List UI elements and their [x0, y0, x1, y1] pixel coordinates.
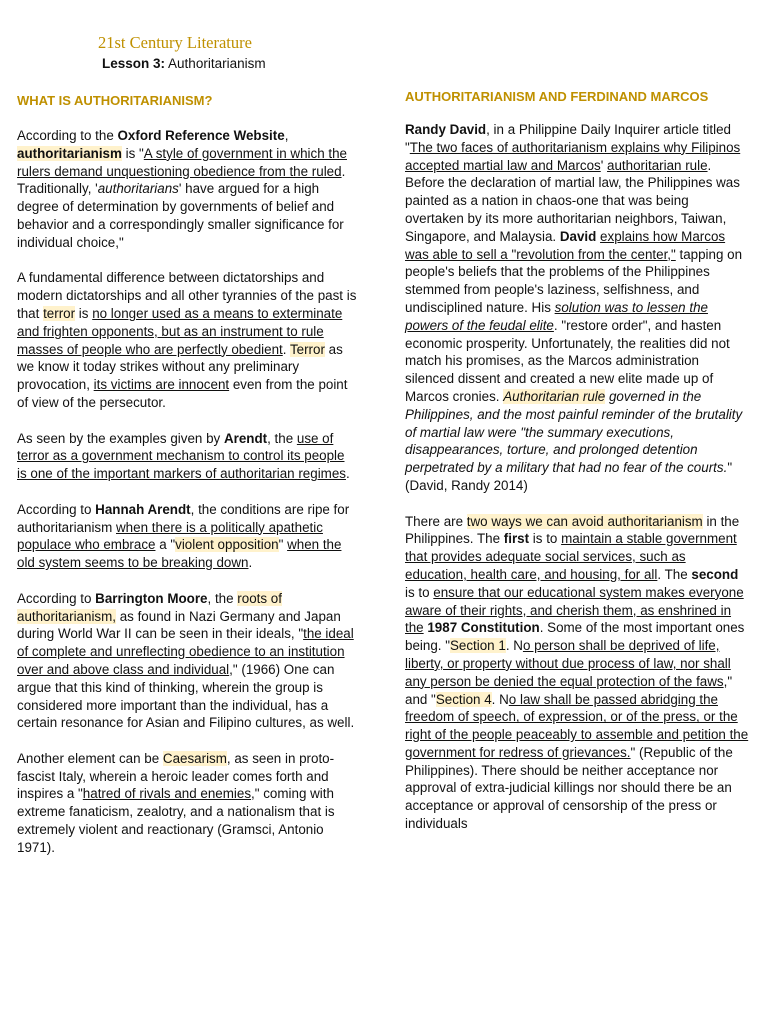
text: ," (1966) One can argue that this kind of thinking, wherein the group is considered more important than the individual, has a certain resonance for Asian and Filipino cultures, as well.: [17, 661, 355, 731]
bold-name: David: [559, 228, 597, 244]
highlight-italic-term: Authoritarian rule: [503, 388, 606, 404]
bold-term: first: [503, 531, 530, 547]
underlined-text: The two faces of authoritarianism explains why Filipinos accepted martial law and Marcos: [405, 139, 741, 173]
text: a ": [155, 537, 176, 553]
section-heading-what-is: WHAT IS AUTHORITARIANISM?: [17, 93, 213, 108]
text: A fundamental difference between dictatorships and modern dictatorships and all other tyrannies of the past is that: [17, 270, 357, 321]
text: .: [345, 466, 350, 482]
paragraph-oxford-definition: [17, 127, 357, 252]
text: . Some of the most important ones being. ": [405, 620, 745, 654]
highlight-term: Section 1: [449, 638, 506, 654]
lesson-label: Lesson 3:: [102, 56, 166, 71]
bold-name: Randy David: [405, 122, 487, 137]
text: " (David, Randy 2014): [405, 460, 733, 493]
text: is to: [529, 531, 562, 547]
left-column: [17, 92, 357, 874]
highlight-term: Section 4: [435, 691, 492, 707]
text: , the conditions are ripe for authoritarianism: [17, 501, 350, 535]
bold-term: 1987 Constitution: [427, 620, 540, 636]
text: . The: [657, 566, 692, 582]
text: is to: [405, 584, 434, 600]
bold-name: Arendt: [223, 430, 268, 446]
text: Another element can be: [17, 750, 163, 766]
bold-term: second: [691, 566, 739, 582]
text: . Before the declaration of martial law, the Philippines was painted as a nation in chaos-one that was being overtaken by its more authoritarian neighbors, Taiwan, Singapore, and Malaysia.: [405, 157, 740, 244]
text: as found in Nazi Germany and Japan during World War II can be seen in their ideals, ": [17, 608, 341, 642]
text: ' have argued for a high degree of determination by governments of belief and behavior and a correspondingly smaller significance for individual choice,": [17, 181, 344, 250]
underlined-quote: A style of government in which the rulers demand unquestioning obedience from the ruled: [17, 145, 347, 179]
text: According to the: [17, 128, 118, 143]
italic-quote: governed in the Philippines, and the most painful reminder of the brutality of martial law were "the summary executions, disappearances, torture, and prolonged detention perpetrated by a military that had no fear of the courts.: [405, 388, 743, 476]
bold-name: Barrington Moore: [95, 590, 208, 606]
text: ," coming with extreme fanaticism, zealotry, and a nationalism that is extremely violent and reactionary (Gramsci, Antonio 1971).: [17, 786, 335, 855]
paragraph-terror: [17, 269, 357, 411]
paragraph-randy-david: [405, 121, 750, 495]
highlight-term: Terror: [289, 341, 325, 357]
lesson-subtitle: [102, 56, 266, 71]
text: .: [248, 555, 253, 571]
text: , the: [207, 590, 238, 606]
paragraph-moore: [17, 590, 357, 732]
text: There are: [405, 513, 467, 529]
text: . "restore order", and hasten economic prosperity. Unfortunately, the realities did not match his promises, as the Marcos administration silenced dissent and created a new elite made up of Marcos cronies.: [405, 317, 730, 404]
bold-name: Hannah Arendt: [95, 501, 191, 517]
paragraph-avoid-authoritarianism: [405, 513, 750, 833]
text: tapping on people's beliefs that the problems of the Philippines stemmed from people's laziness, selfishness, and undisciplined nature. His: [405, 246, 743, 315]
italic-term: authoritarians: [97, 181, 179, 197]
text: As seen by the examples given by: [17, 430, 224, 446]
underlined-text: o law shall be passed abridging the freedom of speech, of expression, or of the press, or the right of the people peaceably to assemble and petition the government for redress of grievances.: [405, 691, 749, 760]
section-heading-marcos: AUTHORITARIANISM AND FERDINAND MARCOS: [405, 89, 709, 104]
highlight-term: roots of authoritarianism,: [17, 590, 282, 624]
text: as we know it today strikes without any preliminary provocation,: [17, 341, 343, 393]
text: , in a Philippine Daily Inquirer article titled ": [405, 122, 731, 155]
text: According to: [17, 501, 96, 517]
underlined-text: ensure that our educational system makes everyone aware of their rights, and cherish them, as enshrined in the: [405, 584, 744, 636]
lesson-name: Authoritarianism: [168, 56, 266, 71]
underlined-text: no longer used as a means to exterminate and frighten opponents, but as an instrument to rule masses of people who are perfectly obedient: [17, 305, 343, 357]
text: .: [282, 341, 290, 357]
underlined-quote: hatred of rivals and enemies: [82, 786, 252, 802]
underlined-text: authoritarian rule: [607, 157, 708, 173]
bold-source: Oxford Reference Website: [117, 128, 285, 143]
highlight-term: two ways we can avoid authoritarianism: [466, 513, 703, 529]
text: " (Republic of the Philippines). There should be neither acceptance nor approval of extra-judicial killings nor should there be an acceptance or approval of censorship of the press or individuals: [405, 744, 733, 832]
text: ," and ": [405, 673, 733, 707]
underlined-quote: the ideal of complete and unreflecting obedience to an institution over and above class and individual: [17, 626, 354, 677]
highlight-term: terror: [43, 305, 76, 321]
underlined-text: o person shall be deprived of life, liberty, or property without due process of law, nor shall any person be denied the equal protection of the faws: [405, 638, 731, 689]
text: ": [278, 537, 288, 553]
text: is ": [121, 145, 144, 161]
text: . N: [491, 691, 509, 707]
paragraph-caesarism: [17, 750, 357, 857]
text: . N: [505, 638, 523, 654]
text: According to: [17, 590, 96, 606]
underlined-text: its victims are innocent: [93, 377, 230, 393]
paragraph-arendt-conditions: [17, 501, 357, 572]
text: ,: [284, 128, 289, 143]
underlined-text: explains how Marcos was able to sell a "revolution from the center,": [405, 228, 726, 262]
underlined-text: when the old system seems to be breaking down: [17, 537, 342, 571]
text: . Traditionally, ': [17, 163, 346, 197]
underlined-text: maintain a stable government that provides adequate social services, such as education, health care, and housing, for all: [405, 531, 737, 582]
text: is: [75, 305, 93, 321]
highlight-term: violent opposition: [175, 537, 279, 553]
text: , the: [267, 430, 297, 446]
highlight-term: authoritarianism: [17, 145, 122, 161]
text: ': [600, 157, 608, 173]
underlined-text: when there is a politically apathetic populace who embrace: [17, 519, 323, 553]
paragraph-arendt-examples: [17, 430, 357, 483]
text: , as seen in proto-fascist Italy, wherein a heroic leader comes forth and inspires a ": [17, 750, 335, 802]
underlined-italic-text: solution was to lessen the powers of the feudal elite: [405, 299, 708, 333]
right-column: [405, 88, 750, 851]
document-title: 21st Century Literature: [98, 33, 252, 52]
text: in the Philippines. The: [405, 513, 740, 547]
text: even from the point of view of the persecutor.: [17, 377, 348, 410]
underlined-text: use of terror as a government mechanism to control its people is one of the important markers of authoritarian regimes: [17, 430, 346, 482]
highlight-term: Caesarism: [162, 750, 227, 766]
